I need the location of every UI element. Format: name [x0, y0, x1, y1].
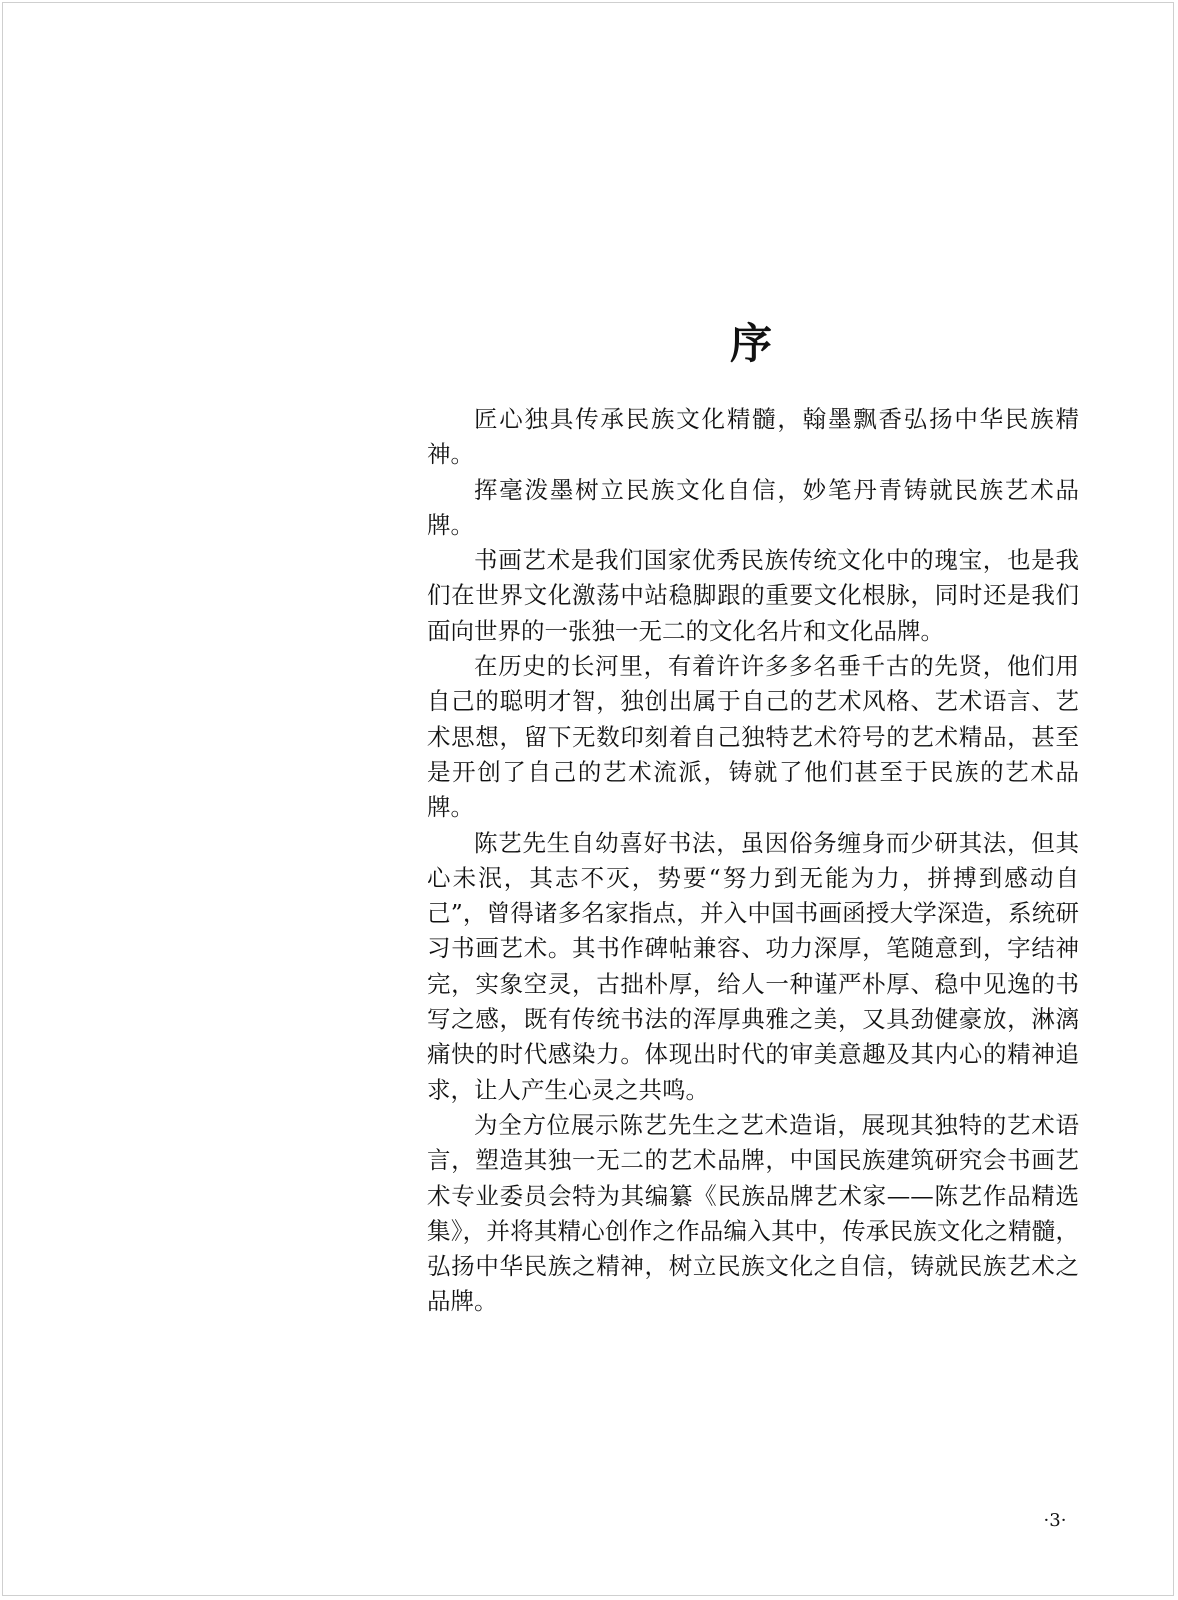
preface-paragraph: 挥毫泼墨树立民族文化自信，妙笔丹青铸就民族艺术品牌。 — [427, 475, 1079, 539]
preface-body — [427, 402, 1079, 1320]
preface-paragraph: 陈艺先生自幼喜好书法，虽因俗务缠身而少研其法，但其心未泯，其志不灭，势要“努力到无能为力，拼搏到感动自己”，曾得诸多名家指点，并入中国书画函授大学深造，系统研习书画艺术。其书作碑帖兼容、功力深厚，笔随意到，字结神完，实象空灵，古拙朴厚，给人一种谨严朴厚、稳中见逸的书写之感，既有传统书法的浑厚典雅之美，又具劲健豪放，淋漓痛快的时代感染力。体现出时代的审美意趣及其内心的精神追求，让人产生心灵之共鸣。 — [427, 828, 1079, 1104]
preface-paragraph: 为全方位展示陈艺先生之艺术造诣，展现其独特的艺术语言，塑造其独一无二的艺术品牌，中国民族建筑研究会书画艺术专业委员会特为其编纂《民族品牌艺术家——陈艺作品精选集》，并将其精心创作之作品编入其中，传承民族文化之精髓，弘扬中华民族之精神，树立民族文化之自信，铸就民族艺术之品牌。 — [427, 1110, 1079, 1316]
preface-title: 序 — [729, 319, 772, 369]
preface-paragraph: 书画艺术是我们国家优秀民族传统文化中的瑰宝，也是我们在世界文化激荡中站稳脚跟的重要文化根脉，同时还是我们面向世界的一张独一无二的文化名片和文化品牌。 — [427, 546, 1079, 645]
preface-paragraph: 匠心独具传承民族文化精髓，翰墨飘香弘扬中华民族精神。 — [427, 405, 1079, 469]
page-number: ·3· — [1043, 1510, 1067, 1531]
preface-paragraph: 在历史的长河里，有着许许多多名垂千古的先贤，他们用自己的聪明才智，独创出属于自己的艺术风格、艺术语言、艺术思想，留下无数印刻着自己独特艺术符号的艺术精品，甚至是开创了自己的艺术流派，铸就了他们甚至于民族的艺术品牌。 — [427, 652, 1079, 822]
